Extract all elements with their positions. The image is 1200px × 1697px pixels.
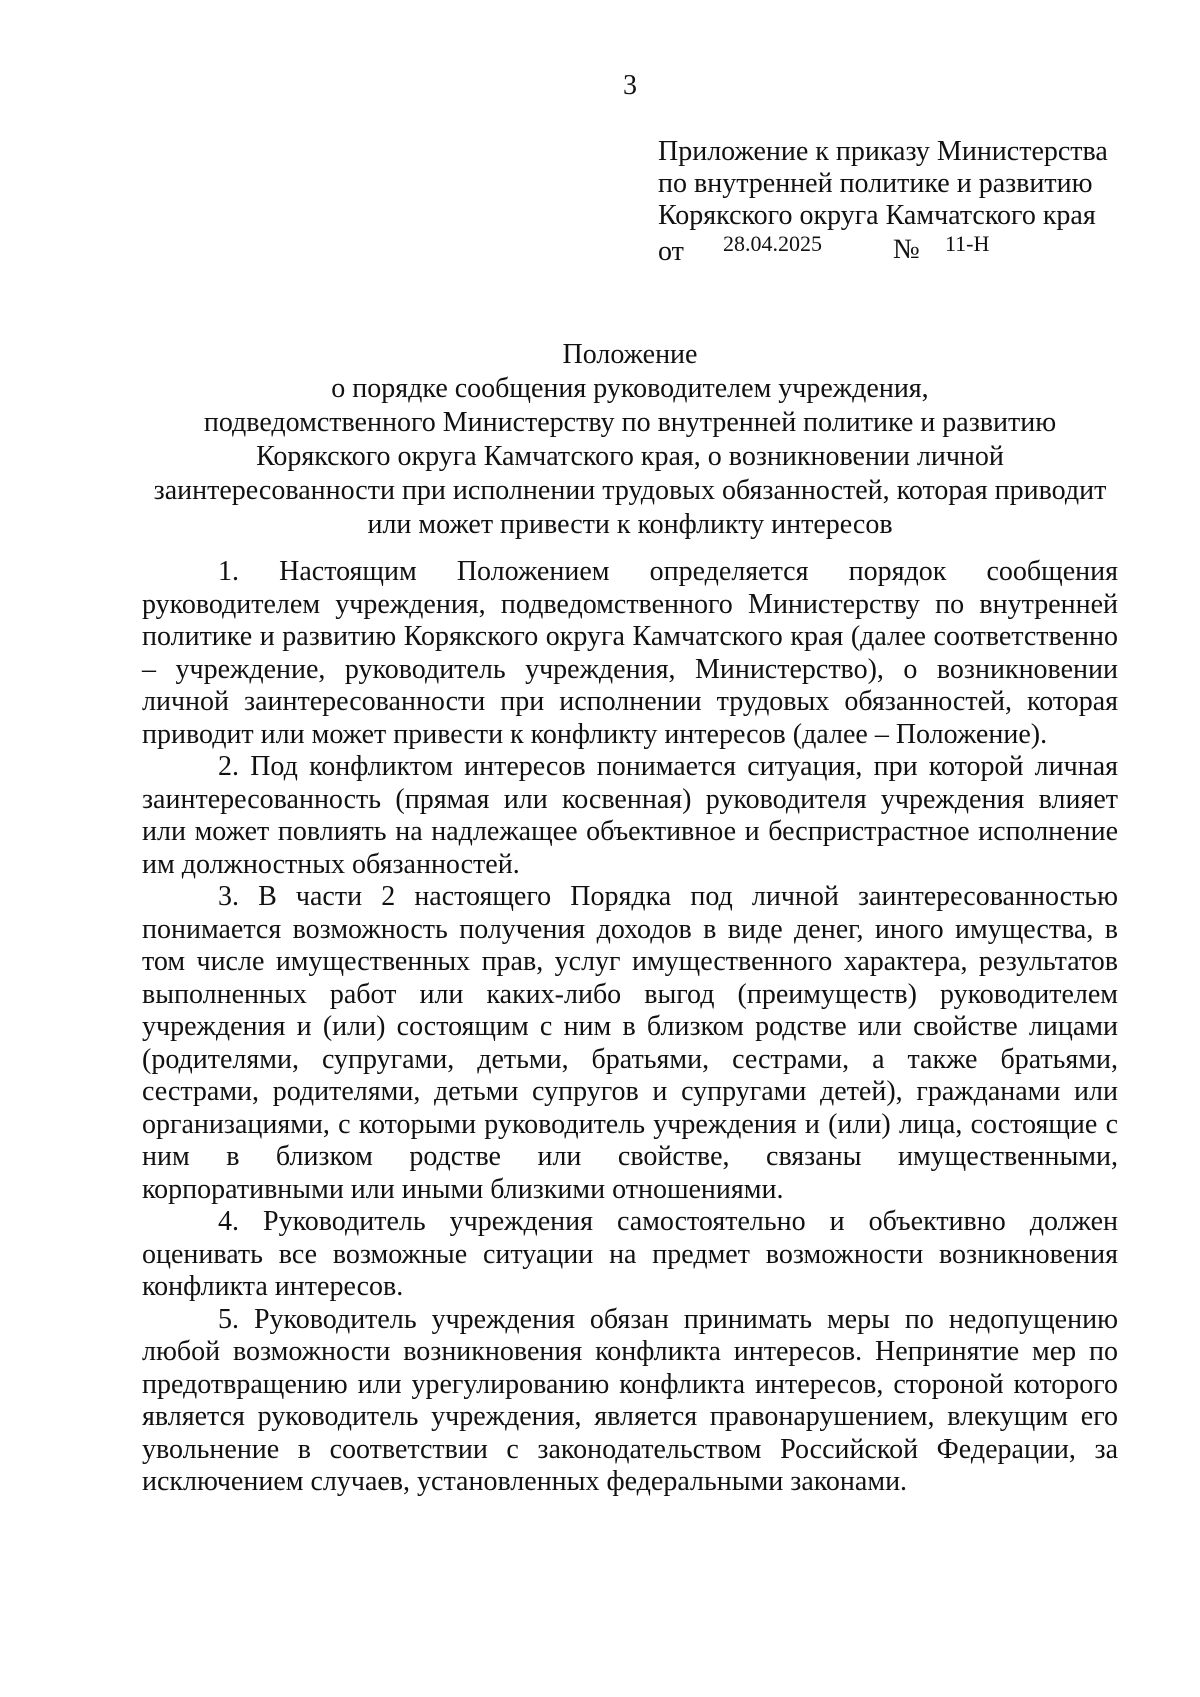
paragraph-3: 3. В части 2 настоящего Порядка под личной заинтересованностью понимается возможность получения доходов в виде денег, иного имущества, в том числе имущественных прав, услуг имущественного характера, результатов выполненных работ или каких-либо выгод (преимуществ) руководителем учреждения и (или) состоящим с ним в близком родстве или свойстве лицами (родителями, супругами, детьми, братьями, сестрами, а также братьями, сестрами, родителями, детьми супругов и супругами детей), гражданами или организациями, с которыми руководитель учреждения и (или) лица, состоящие с ним в близком родстве или свойстве, связаны имущественными, корпоративными или иными близкими отношениями.	[142, 881, 1118, 1205]
title-line-2: подведомственного Министерству по внутренней политике и развитию	[203, 407, 1057, 438]
paragraph-2: 2. Под конфликтом интересов понимается ситуация, при которой личная заинтересованность (прямая или косвенная) руководителя учреждения влияет или может повлиять на надлежащее объективное и беспристрастное исполнение им должностных обязанностей.	[142, 751, 1118, 880]
number-label: №	[893, 234, 920, 265]
order-meta	[658, 232, 1108, 266]
appendix-header	[658, 136, 1108, 266]
page-number: 3	[623, 70, 637, 101]
title-line-4: заинтересованности при исполнении трудовых обязанностей, которая приводит	[153, 475, 1107, 506]
title-line-3: Корякского округа Камчатского края, о возникновении личной	[256, 441, 1004, 472]
paragraph-4: 4. Руководитель учреждения самостоятельно и объективно должен оценивать все возможные ситуации на предмет возможности возникновения конфликта интересов.	[142, 1206, 1118, 1302]
appendix-line-3: Корякского округа Камчатского края	[658, 200, 1096, 231]
title-heading: Положение	[562, 339, 698, 370]
paragraph-1: 1. Настоящим Положением определяется порядок сообщения руководителем учреждения, подведомственного Министерству по внутренней политике и развитию Корякского округа Камчатского края (далее соответственно – учреждение, руководитель учреждения, Министерство), о возникновении личной заинтересованности при исполнении трудовых обязанностей, которая приводит или может привести к конфликту интересов (далее – Положение).	[142, 556, 1118, 750]
order-number: 11-Н	[945, 231, 990, 256]
document-title	[130, 338, 1130, 542]
appendix-line-2: по внутренней политике и развитию	[658, 168, 1093, 199]
appendix-line-1: Приложение к приказу Министерства	[658, 136, 1108, 167]
document-body	[142, 556, 1118, 1499]
from-label: от	[658, 236, 684, 267]
title-line-1: о порядке сообщения руководителем учреждения,	[331, 373, 929, 404]
paragraph-5: 5. Руководитель учреждения обязан принимать меры по недопущению любой возможности возникновения конфликта интересов. Непринятие мер по предотвращению или урегулированию конфликта интересов, стороной которого является руководитель учреждения, является правонарушением, влекущим его увольнение в соответствии с законодательством Российской Федерации, за исключением случаев, установленных федеральными законами.	[142, 1303, 1118, 1497]
title-line-5: или может привести к конфликту интересов	[367, 509, 893, 540]
order-date: 28.04.2025	[723, 231, 822, 256]
